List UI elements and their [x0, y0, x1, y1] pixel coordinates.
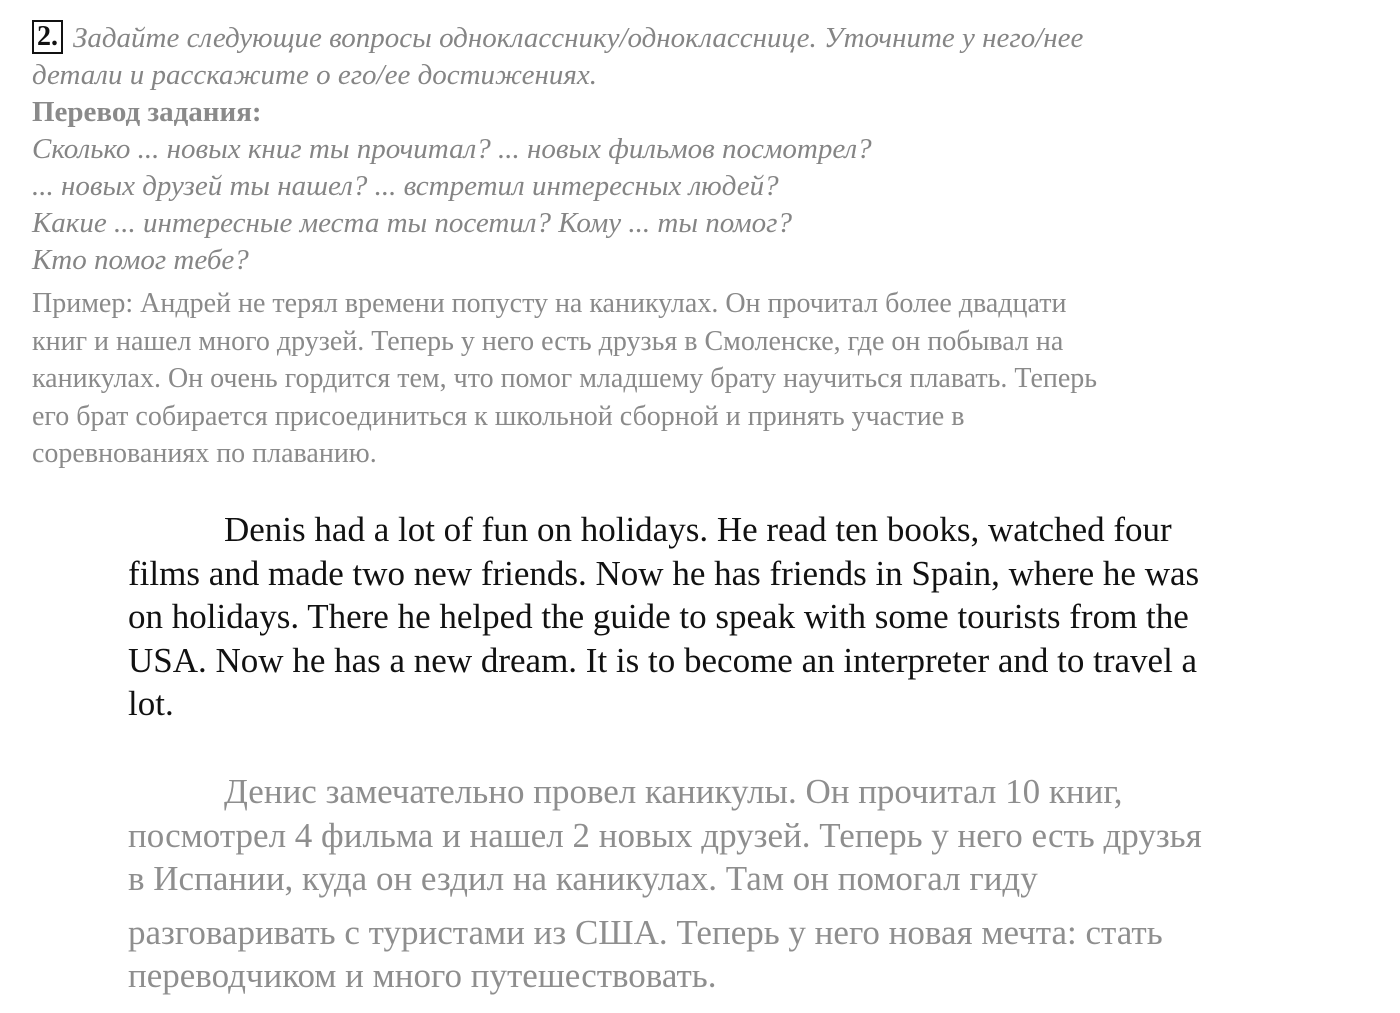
- example-line-3: каникулах. Он очень гордится тем, что помог младшему брату научиться плавать. Теперь: [32, 363, 1098, 394]
- example-line-4: его брат собирается присоединиться к школьной сборной и принять участие в: [32, 400, 965, 432]
- answer-ru-line-4: разговаривать с туристами из США. Теперь у него новая мечта: стать: [128, 912, 1163, 952]
- example-line-5: соревнованиях по плаванию.: [32, 438, 377, 469]
- question-line-2: ... новых друзей ты нашел? ... встретил интересных людей?: [32, 170, 779, 202]
- example-line-1: Пример: Андрей не терял времени попусту на каникулах. Он прочитал более двадцати: [32, 288, 1067, 319]
- answer-ru-line-2: посмотрел 4 фильма и нашел 2 новых друзей. Теперь у него есть друзья: [128, 815, 1202, 855]
- answer-en-line-1: Denis had a lot of fun on holidays. He read ten books, watched four: [224, 510, 1172, 549]
- answer-ru-line-3: в Испании, куда он ездил на каникулах. Там он помогал гиду: [128, 859, 1038, 899]
- answer-en-line-2: films and made two new friends. Now he has friends in Spain, where he was: [128, 553, 1200, 593]
- task-instruction-line-2: детали и расскажите о его/ее достижениях.: [32, 59, 598, 91]
- task-instruction-text-1: Задайте следующие вопросы однокласснику/однокласснице. Уточните у него/нее: [73, 22, 1084, 54]
- task-block: [32, 20, 1372, 279]
- question-line-1: Сколько ... новых книг ты прочитал? ... новых фильмов посмотрел?: [32, 133, 872, 165]
- example-line-2: книг и нашел много друзей. Теперь у него есть друзья в Смоленске, где он побывал на: [32, 325, 1064, 357]
- example-block: [32, 285, 1372, 473]
- task-number-box: 2.: [32, 20, 63, 54]
- translation-heading: Перевод задания:: [32, 96, 262, 128]
- task-instruction-line-1: [32, 20, 1372, 57]
- answer-en-line-3: on holidays. There he helped the guide to speak with some tourists from the: [128, 597, 1189, 637]
- answer-english: [128, 508, 1308, 726]
- answer-russian: [128, 770, 1328, 998]
- answer-ru-line-1: Денис замечательно провел каникулы. Он прочитал 10 книг,: [224, 772, 1123, 811]
- answer-en-line-5: lot.: [128, 684, 174, 724]
- question-line-4: Кто помог тебе?: [32, 244, 249, 276]
- answer-ru-line-5: переводчиком и много путешествовать.: [128, 956, 717, 996]
- answer-en-line-4: USA. Now he has a new dream. It is to become an interpreter and to travel a: [128, 640, 1198, 680]
- question-line-3: Какие ... интересные места ты посетил? Кому ... ты помог?: [32, 207, 792, 239]
